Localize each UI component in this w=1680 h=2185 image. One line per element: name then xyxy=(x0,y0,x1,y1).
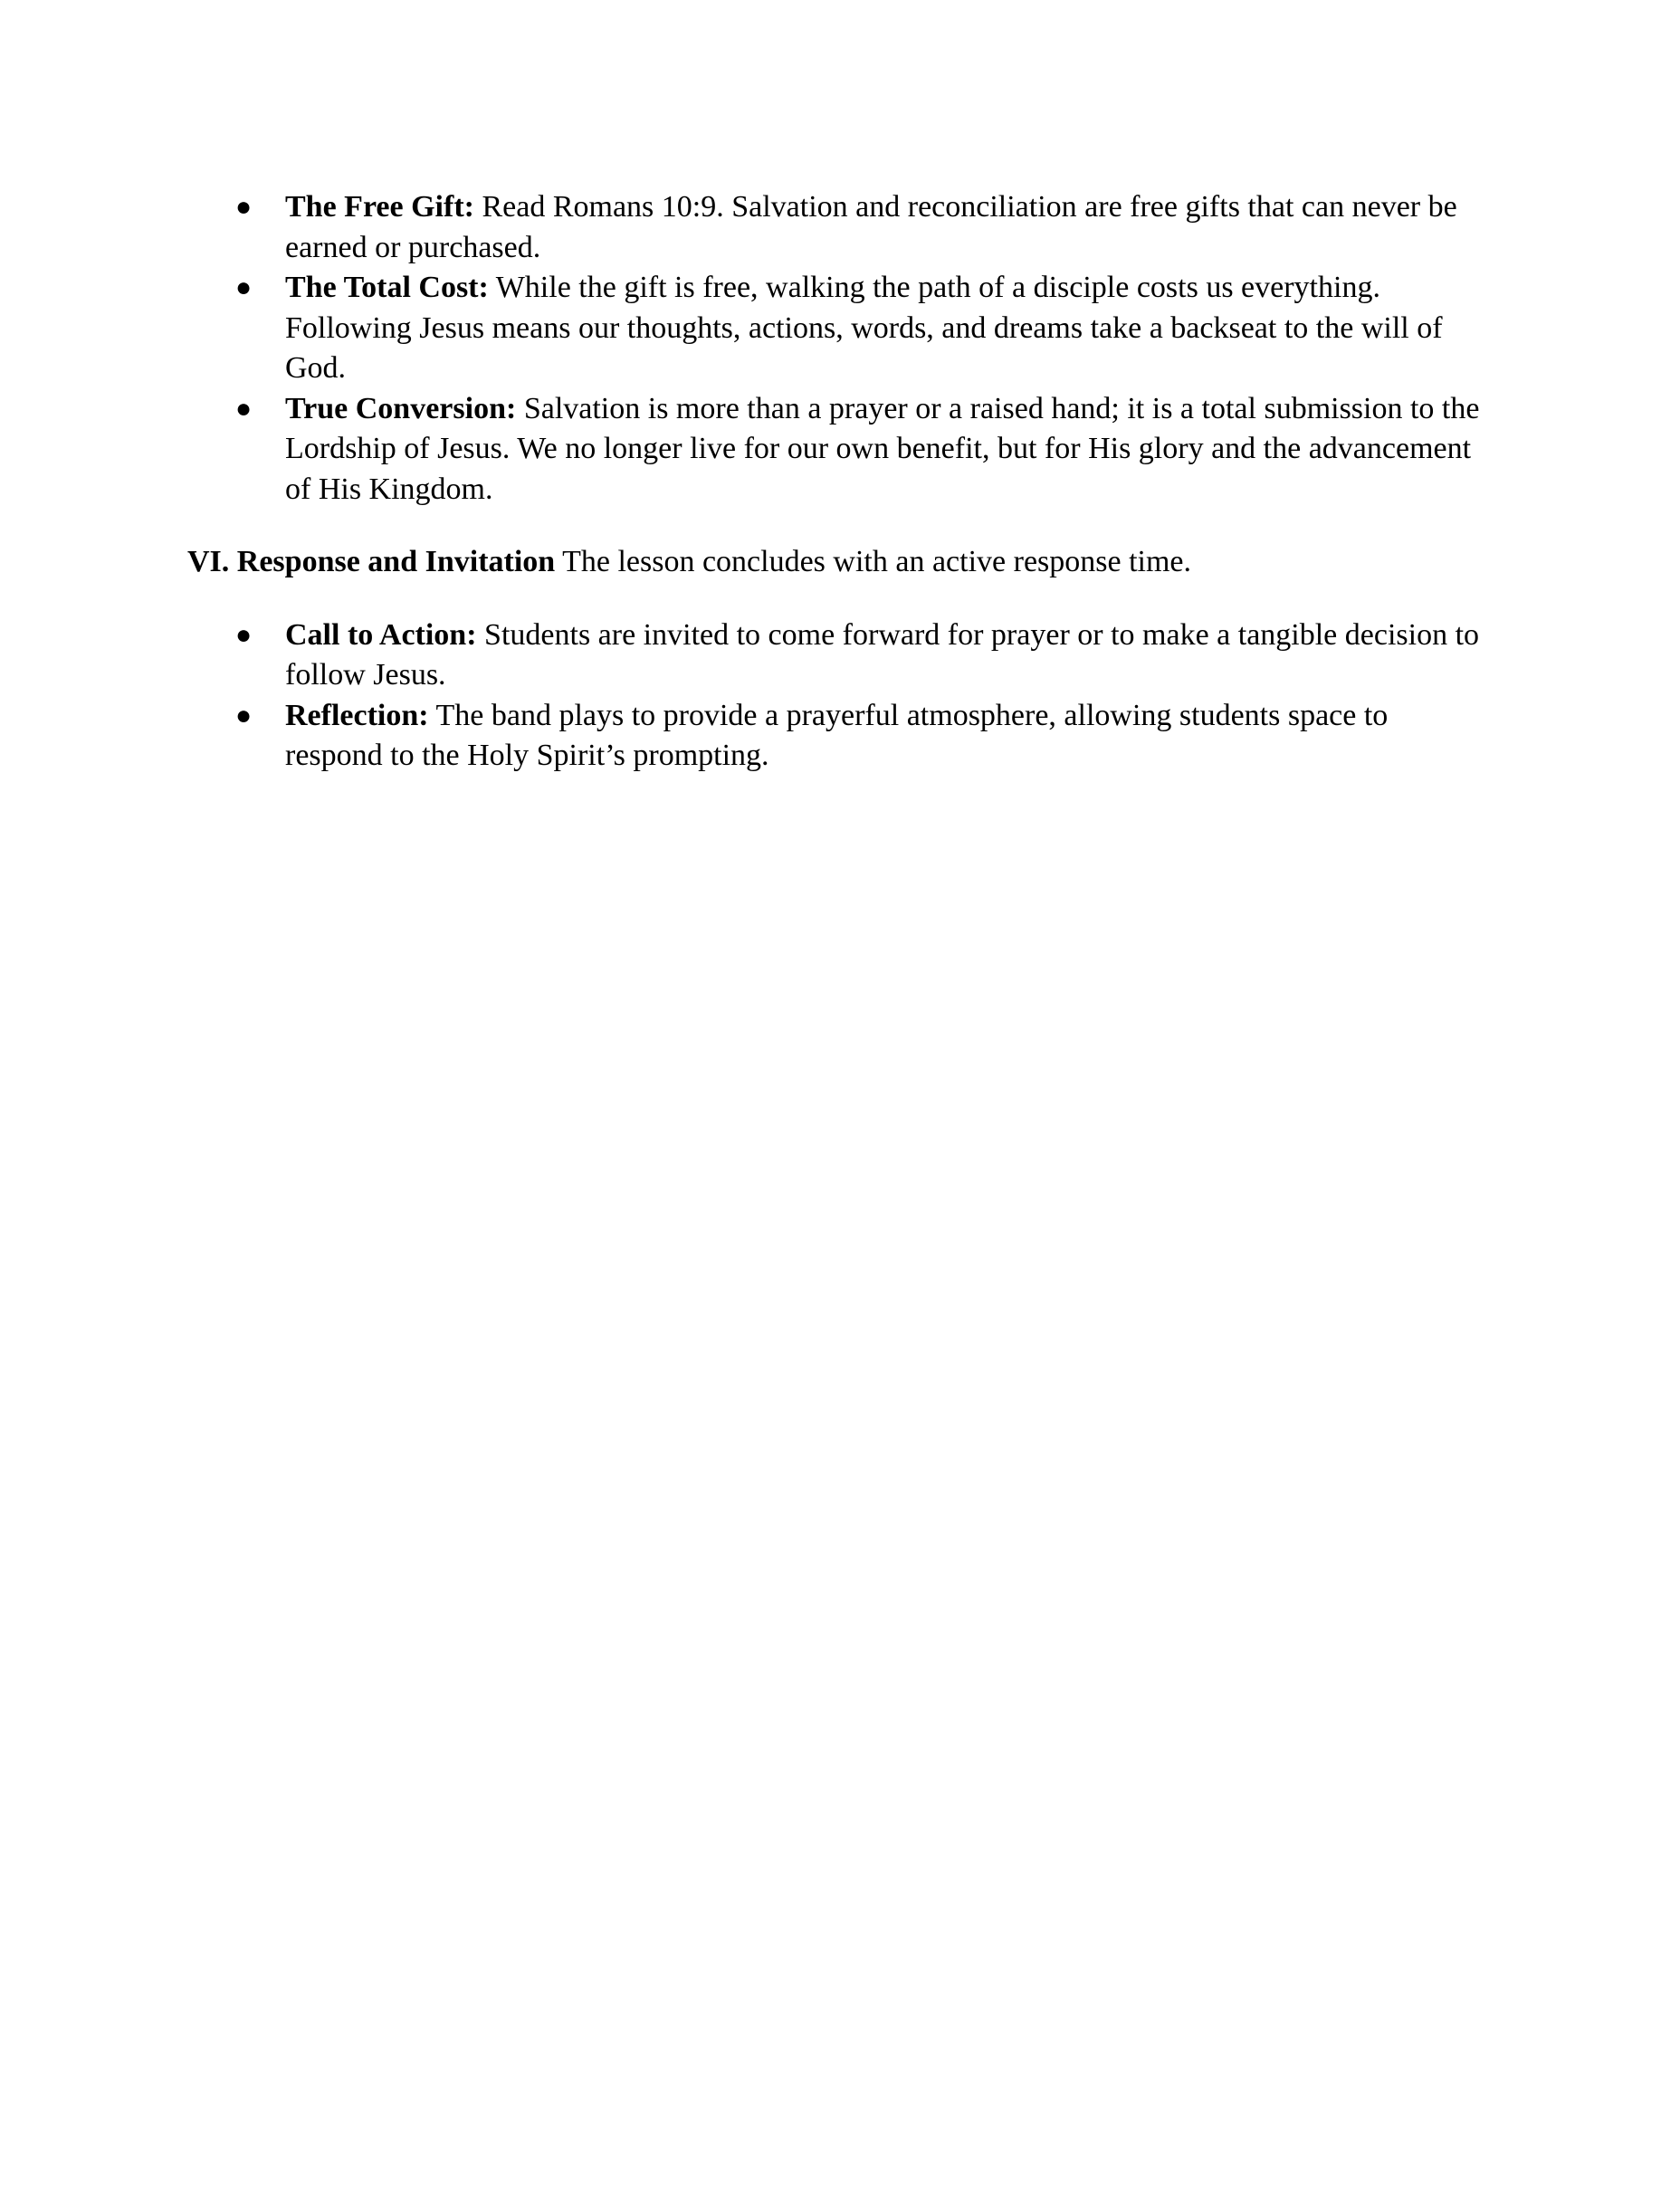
list-item-text: Read Romans 10:9. Salvation and reconciliation are free gifts that can never be earned or purchased. xyxy=(285,190,1457,264)
bullet-icon: ● xyxy=(235,393,253,424)
document-body xyxy=(187,187,1491,777)
section-title: VI. Response and Invitation xyxy=(187,545,556,578)
bullet-icon: ● xyxy=(235,619,253,650)
list-item-text: Students are invited to come forward for prayer or to make a tangible decision to follow Jesus. xyxy=(285,617,1480,692)
list-item-term: True Conversion: xyxy=(285,391,517,425)
list-item-true-conversion xyxy=(187,389,1491,510)
list-item-term: The Free Gift: xyxy=(285,190,474,224)
list-item-call-to-action xyxy=(187,615,1491,696)
section-intro: The lesson concludes with an active response time. xyxy=(555,545,1192,578)
list-item-free-gift xyxy=(187,187,1491,268)
list-item-term: Call to Action: xyxy=(285,617,477,652)
section-heading-response xyxy=(187,542,1491,583)
list-item-reflection xyxy=(187,696,1491,777)
list-item-text: The band plays to provide a prayerful atmosphere, allowing students space to respond to the Holy Spirit’s prompting. xyxy=(285,698,1389,772)
list-item-text: While the gift is free, walking the path of a disciple costs us everything. Following Jesus means our thoughts, actions, words, and dreams take a backseat to the will of God. xyxy=(285,271,1443,385)
bullet-icon: ● xyxy=(235,272,253,302)
list-item-term: The Total Cost: xyxy=(285,271,489,304)
list-item-text: Salvation is more than a prayer or a raised hand; it is a total submission to the Lordship of Jesus. We no longer live for our own benefit, but for His glory and the advancement of His Kingdom. xyxy=(285,391,1480,506)
bullet-icon: ● xyxy=(235,700,253,730)
list-item-term: Reflection: xyxy=(285,698,429,732)
bullet-list-salvation xyxy=(187,187,1491,510)
bullet-list-response xyxy=(187,615,1491,777)
bullet-icon: ● xyxy=(235,192,253,222)
list-item-total-cost xyxy=(187,268,1491,389)
